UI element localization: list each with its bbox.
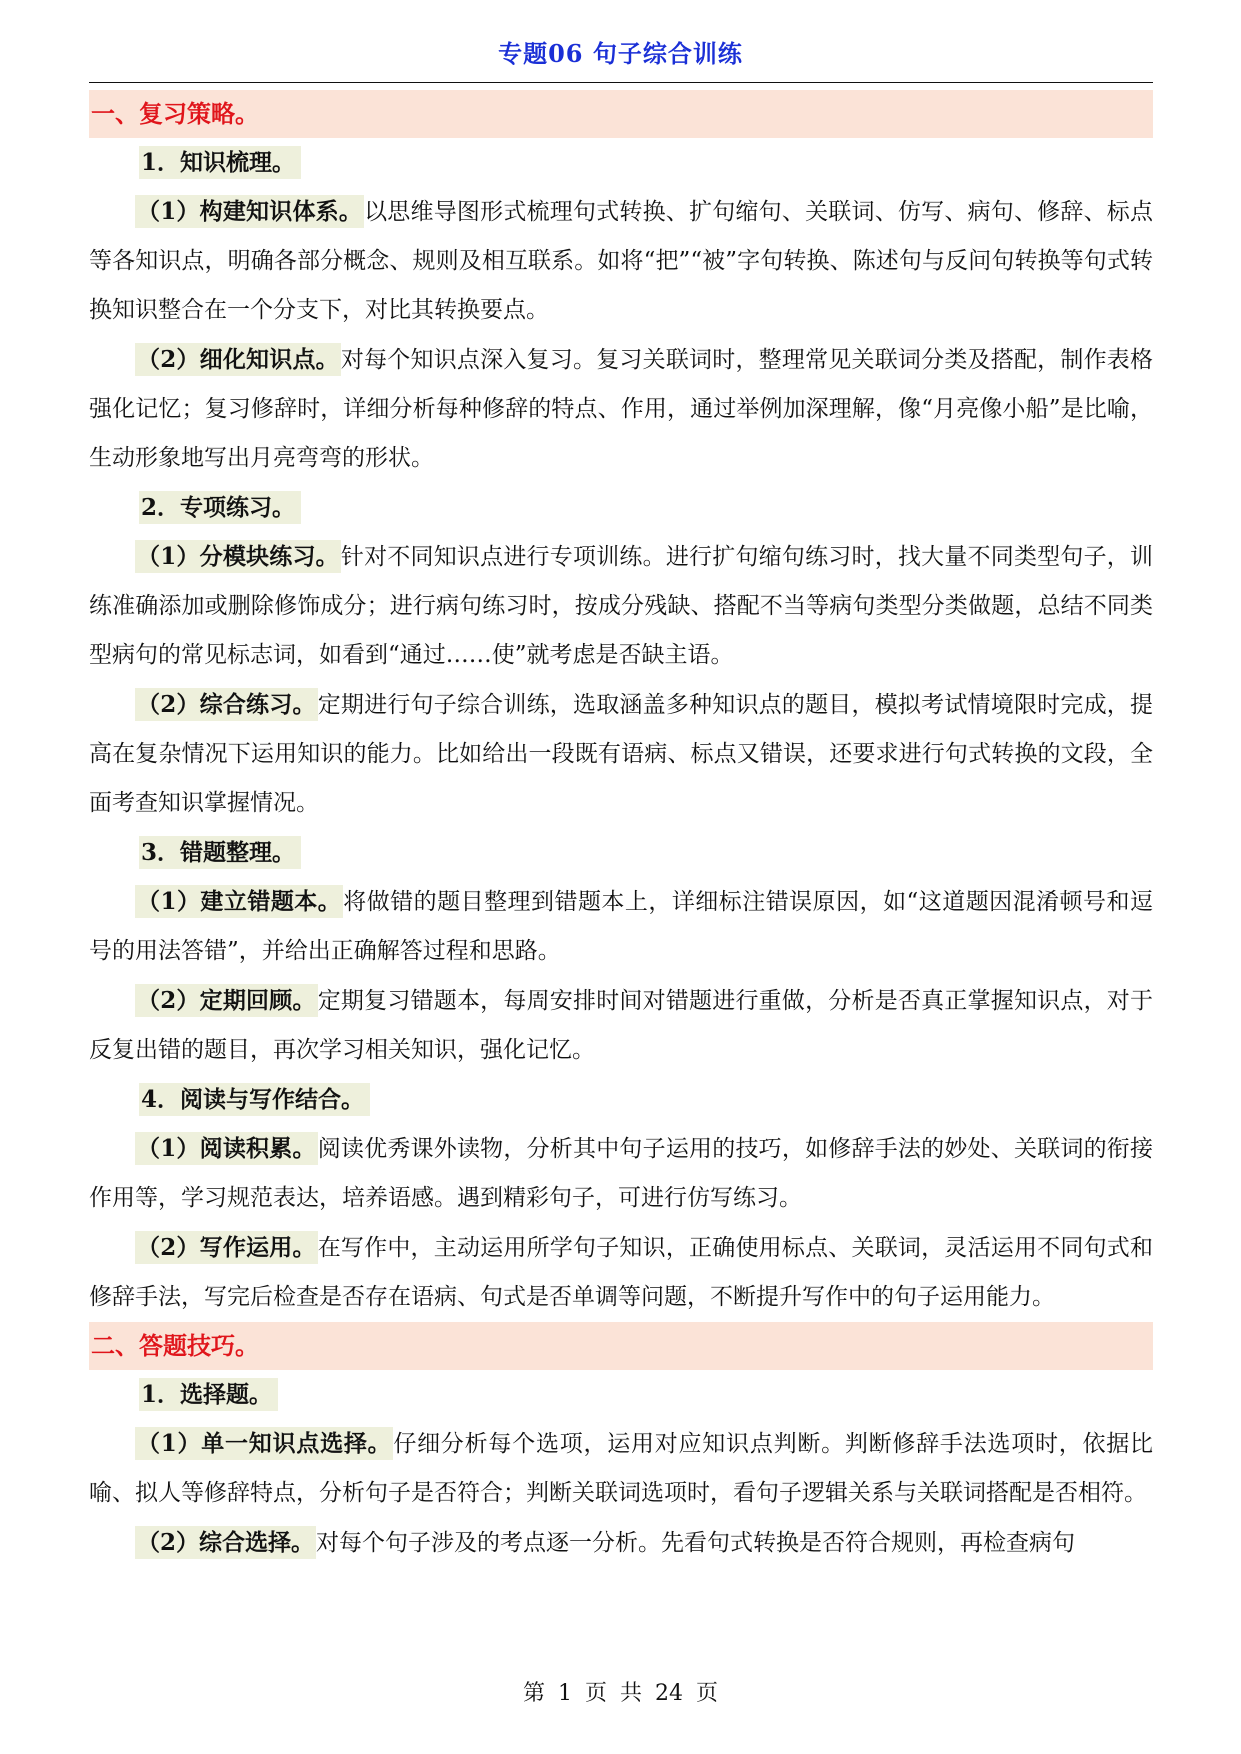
paragraph-lead: （1）构建知识体系。 <box>135 195 364 228</box>
paragraph <box>89 1518 1153 1568</box>
paragraph-text: 仔细分析每个选项，运用对应知识点判断。判断修辞手法选项时，依据比喻、拟人等修辞特点，分析句子是否符合；判断关联词选项时，看句子逻辑关系与关联词搭配是否相符。 <box>89 1431 1153 1506</box>
paragraph-text: 定期复习错题本，每周安排时间对错题进行重做，分析是否真正掌握知识点，对于反复出错的题目，再次学习相关知识，强化记忆。 <box>89 988 1154 1063</box>
page-title: 专题06 句子综合训练 <box>498 39 743 68</box>
page-number-footer: 第 1 页 共 24 页 <box>523 1681 718 1706</box>
paragraph-text: 以思维导图形式梳理句式转换、扩句缩句、关联词、仿写、病句、修辞、标点等各知识点，明确各部分概念、规则及相互联系。如将“把”“被”字句转换、陈述句与反问句转换等句式转换知识整合在一个分支下，对比其转换要点。 <box>89 199 1153 323</box>
paragraph-lead: （1）单一知识点选择。 <box>135 1427 393 1460</box>
paragraph-text: 在写作中，主动运用所学句子知识，正确使用标点、关联词，灵活运用不同句式和修辞手法，写完后检查是否存在语病、句式是否单调等问题，不断提升写作中的句子运用能力。 <box>89 1235 1154 1310</box>
subsection-heading <box>89 1075 1153 1124</box>
paragraph-lead: （2）综合练习。 <box>135 688 318 721</box>
subsection-heading-text: 3．错题整理。 <box>139 836 301 869</box>
paragraph <box>89 877 1153 976</box>
paragraph-text: 对每个句子涉及的考点逐一分析。先看句式转换是否符合规则，再检查病句 <box>316 1530 1076 1556</box>
paragraph-text: 阅读优秀课外读物，分析其中句子运用的技巧，如修辞手法的妙处、关联词的衔接作用等，学习规范表达，培养语感。遇到精彩句子，可进行仿写练习。 <box>89 1136 1154 1211</box>
paragraph-lead: （2）写作运用。 <box>135 1231 318 1264</box>
paragraph <box>89 187 1153 335</box>
subsection-heading-text: 1．选择题。 <box>139 1378 278 1411</box>
paragraph-lead: （1）建立错题本。 <box>135 885 343 918</box>
paragraph-lead: （1）分模块练习。 <box>135 540 341 573</box>
paragraph <box>89 680 1153 828</box>
paragraph-lead: （2）定期回顾。 <box>135 984 318 1017</box>
title-divider <box>89 82 1153 83</box>
paragraph-lead: （2）细化知识点。 <box>135 343 341 376</box>
paragraph-lead: （2）综合选择。 <box>135 1526 316 1559</box>
subsection-heading <box>89 138 1153 187</box>
section-heading: 一、复习策略。 <box>89 90 1153 138</box>
paragraph-text: 将做错的题目整理到错题本上，详细标注错误原因，如“这道题因混淆顿号和逗号的用法答错”，并给出正确解答过程和思路。 <box>89 889 1153 964</box>
document-body <box>89 90 1153 1568</box>
subsection-heading <box>89 1370 1153 1419</box>
paragraph-text: 定期进行句子综合训练，选取涵盖多种知识点的题目，模拟考试情境限时完成，提高在复杂情况下运用知识的能力。比如给出一段既有语病、标点又错误，还要求进行句式转换的文段，全面考查知识掌握情况。 <box>89 692 1154 816</box>
subsection-heading <box>89 483 1153 532</box>
paragraph-lead: （1）阅读积累。 <box>135 1132 318 1165</box>
subsection-heading-text: 1．知识梳理。 <box>139 146 301 179</box>
paragraph <box>89 1124 1153 1223</box>
paragraph-text: 针对不同知识点进行专项训练。进行扩句缩句练习时，找大量不同类型句子，训练准确添加或删除修饰成分；进行病句练习时，按成分残缺、搭配不当等病句类型分类做题，总结不同类型病句的常见标志词，如看到“通过……使”就考虑是否缺主语。 <box>89 544 1153 668</box>
paragraph <box>89 532 1153 680</box>
paragraph <box>89 1419 1153 1518</box>
subsection-heading-text: 2．专项练习。 <box>139 491 301 524</box>
paragraph <box>89 1223 1153 1322</box>
paragraph-text: 对每个知识点深入复习。复习关联词时，整理常见关联词分类及搭配，制作表格强化记忆；复习修辞时，详细分析每种修辞的特点、作用，通过举例加深理解，像“月亮像小船”是比喻，生动形象地写出月亮弯弯的形状。 <box>89 347 1153 471</box>
paragraph <box>89 976 1153 1075</box>
paragraph <box>89 335 1153 483</box>
subsection-heading <box>89 828 1153 877</box>
subsection-heading-text: 4．阅读与写作结合。 <box>139 1083 370 1116</box>
section-heading: 二、答题技巧。 <box>89 1322 1153 1370</box>
